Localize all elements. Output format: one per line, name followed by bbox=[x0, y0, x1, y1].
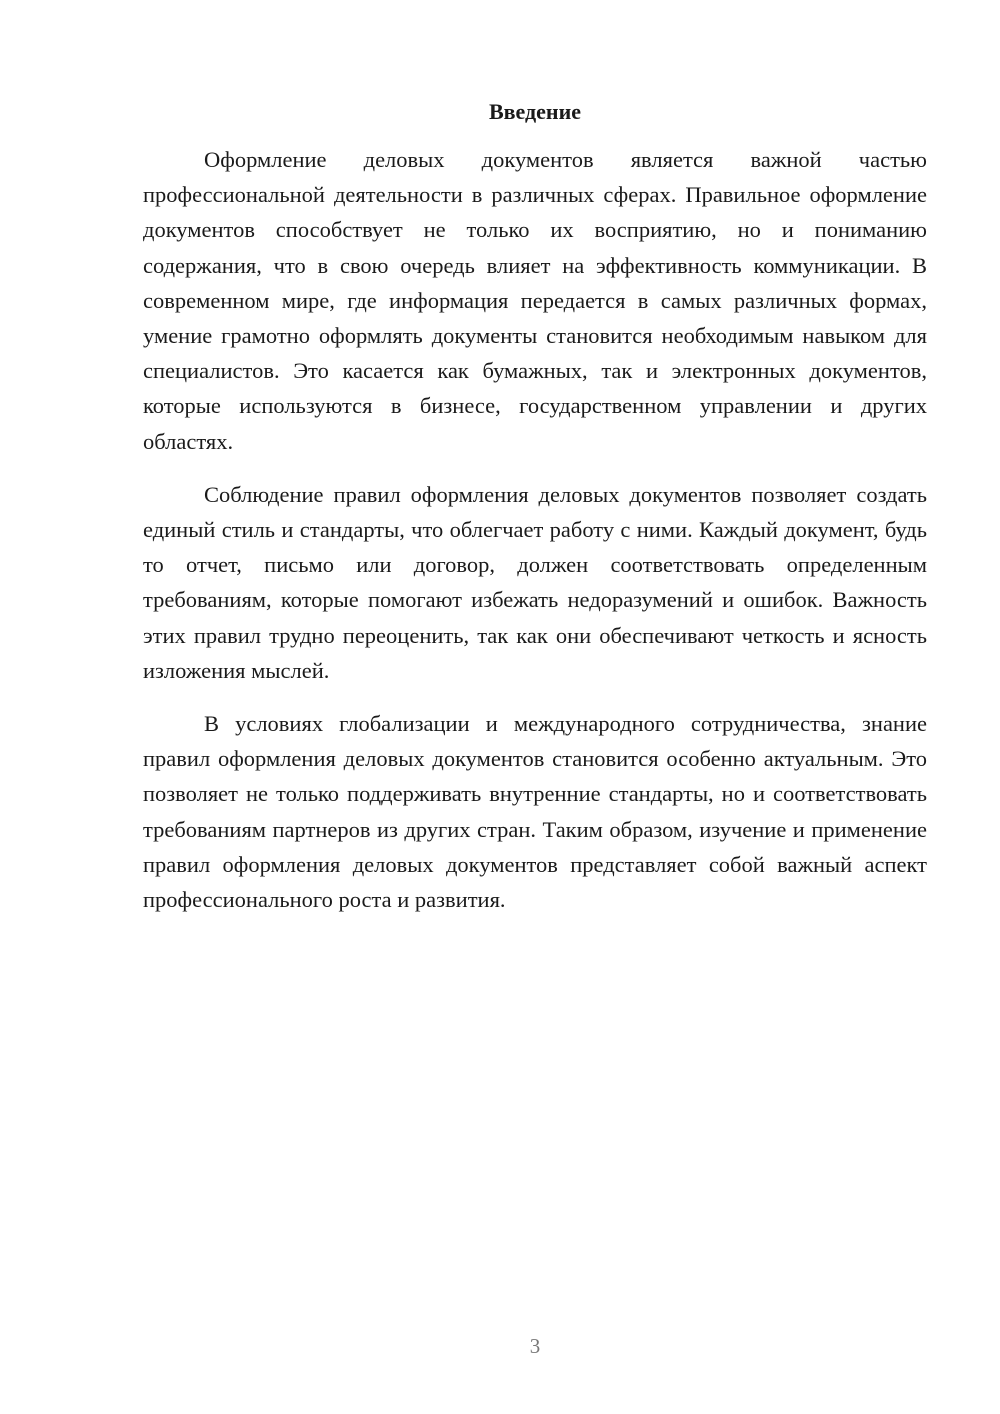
page-number: 3 bbox=[529, 1334, 541, 1358]
document-body bbox=[143, 142, 927, 917]
paragraph-1: Оформление деловых документов является важной частью профессиональной деятельности в различных сферах. Правильное оформление документов способствует не только их восприятию, но и пониманию содержания, что в свою очередь влияет на эффективность коммуникации. В современном мире, где информация передается в самых различных формах, умение грамотно оформлять документы становится необходимым навыком для специалистов. Это касается как бумажных, так и электронных документов, которые используются в бизнесе, государственном управлении и других областях. bbox=[143, 147, 927, 454]
section-title: Введение bbox=[488, 99, 582, 124]
paragraph-3: В условиях глобализации и международного сотрудничества, знание правил оформления деловых документов становится особенно актуальным. Это позволяет не только поддерживать внутренние стандарты, но и соответствовать требованиям партнеров из других стран. Таким образом, изучение и применение правил оформления деловых документов представляет собой важный аспект профессионального роста и развития. bbox=[143, 711, 927, 913]
paragraph-2: Соблюдение правил оформления деловых документов позволяет создать единый стиль и стандарты, что облегчает работу с ними. Каждый документ, будь то отчет, письмо или договор, должен соответствовать определенным требованиям, которые помогают избежать недоразумений и ошибок. Важность этих правил трудно переоценить, так как они обеспечивают четкость и ясность изложения мыслей. bbox=[143, 481, 927, 683]
